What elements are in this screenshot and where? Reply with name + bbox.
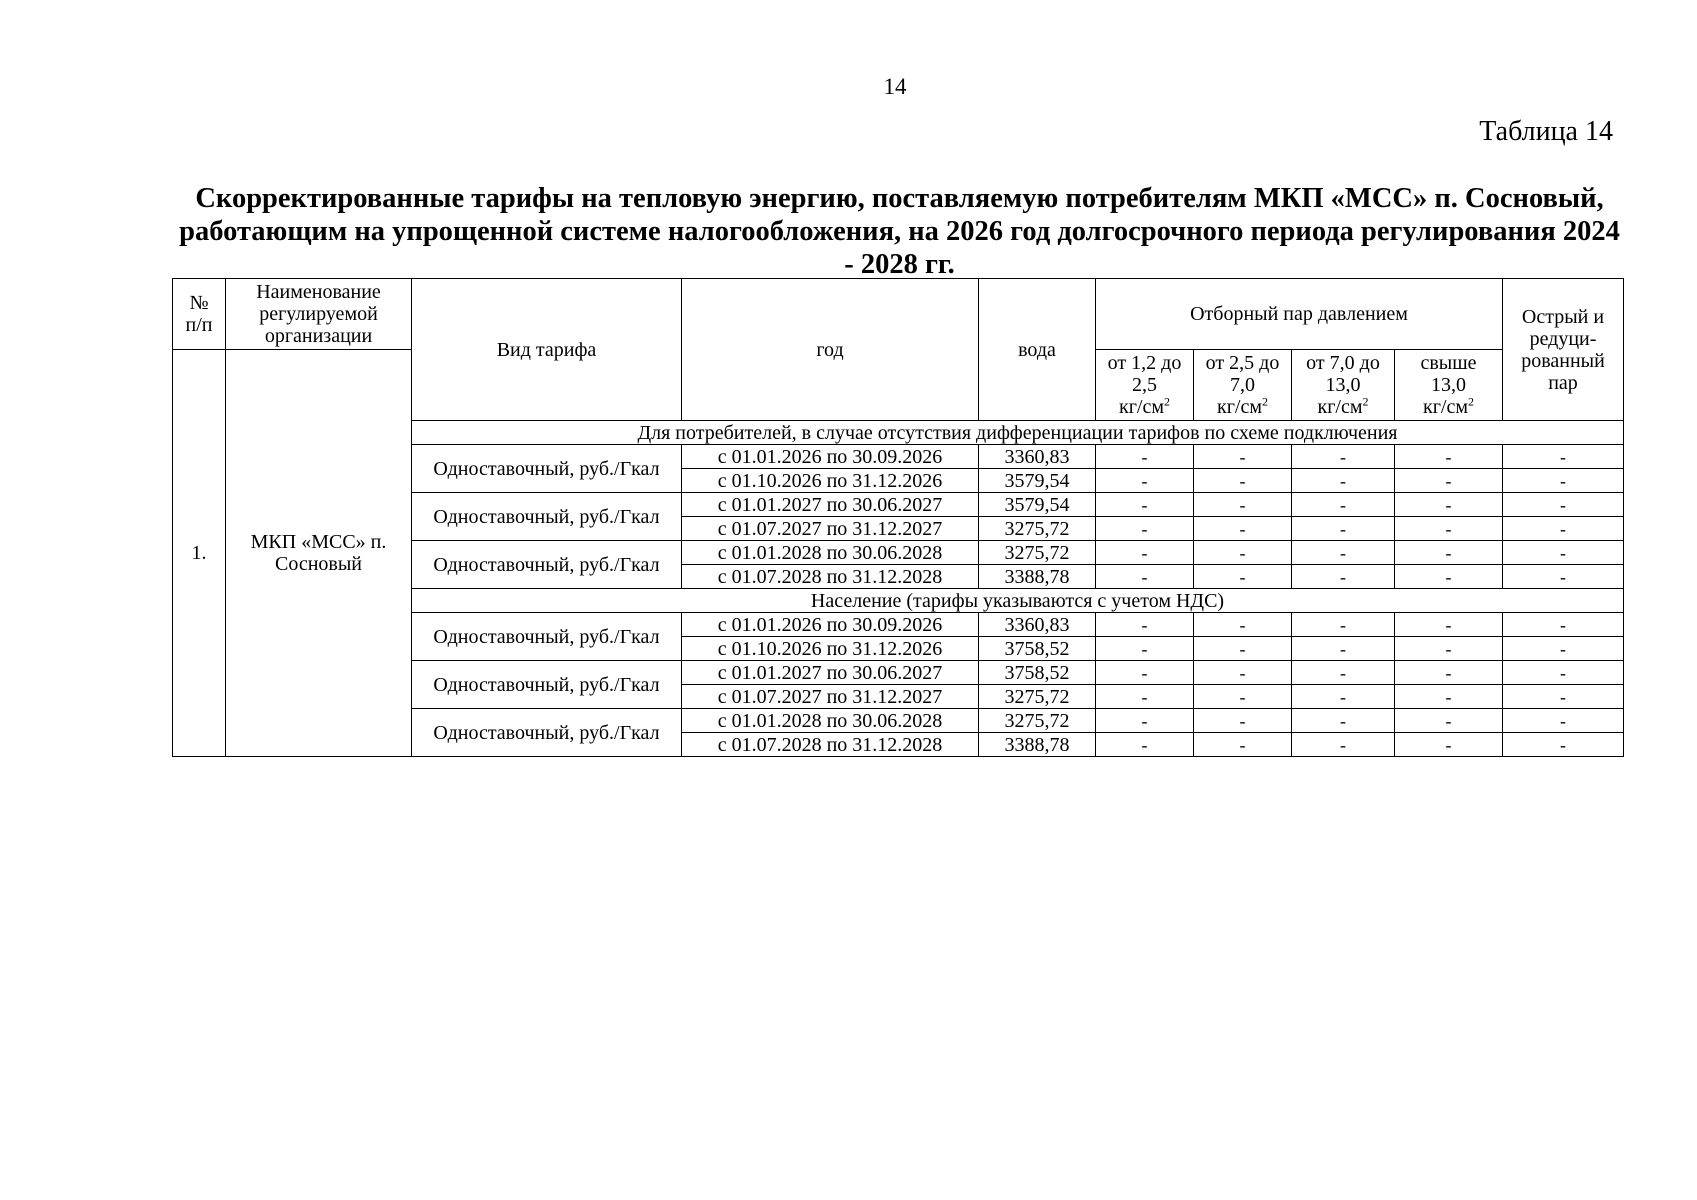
section-title: Для потребителей, в случае отсутствия дифференциации тарифов по схеме подключения	[412, 421, 1624, 445]
period-cell: с 01.07.2028 по 31.12.2028	[682, 733, 979, 757]
empty-value-cell: -	[1292, 445, 1395, 469]
empty-value-cell: -	[1194, 613, 1292, 637]
header-sharp-steam: Острый и редуци-рованный пар	[1503, 279, 1624, 421]
header-pressure-3: от 7,0 до 13,0 $кг/см^2$	[1292, 350, 1395, 421]
empty-value-cell: -	[1292, 709, 1395, 733]
empty-value-cell: -	[1395, 637, 1503, 661]
empty-value-cell: -	[1096, 685, 1194, 709]
empty-value-cell: -	[1096, 517, 1194, 541]
period-cell: с 01.07.2028 по 31.12.2028	[682, 565, 979, 589]
water-value-cell: 3758,52	[979, 637, 1096, 661]
empty-value-cell: -	[1503, 685, 1624, 709]
row-number-cell: 1.	[173, 350, 226, 757]
empty-value-cell: -	[1096, 637, 1194, 661]
empty-value-cell: -	[1503, 661, 1624, 685]
empty-value-cell: -	[1292, 469, 1395, 493]
section-title: Население (тарифы указываются с учетом НДС)	[412, 589, 1624, 613]
empty-value-cell: -	[1292, 517, 1395, 541]
empty-value-cell: -	[1395, 445, 1503, 469]
empty-value-cell: -	[1395, 517, 1503, 541]
header-tariff-type: Вид тарифа	[412, 279, 682, 421]
empty-value-cell: -	[1503, 709, 1624, 733]
water-value-cell: 3275,72	[979, 685, 1096, 709]
empty-value-cell: -	[1194, 685, 1292, 709]
empty-value-cell: -	[1194, 493, 1292, 517]
empty-value-cell: -	[1503, 733, 1624, 757]
header-year: год	[682, 279, 979, 421]
tariff-type-cell: Одноставочный, руб./Гкал	[412, 541, 682, 589]
empty-value-cell: -	[1503, 541, 1624, 565]
empty-value-cell: -	[1292, 637, 1395, 661]
organization-cell: МКП «МСС» п. Сосновый	[226, 350, 412, 757]
period-cell: с 01.10.2026 по 31.12.2026	[682, 637, 979, 661]
water-value-cell: 3360,83	[979, 445, 1096, 469]
empty-value-cell: -	[1096, 709, 1194, 733]
header-organization: Наименование регулируемой организации	[226, 279, 412, 350]
water-value-cell: 3388,78	[979, 733, 1096, 757]
empty-value-cell: -	[1194, 709, 1292, 733]
title-line: Скорректированные тарифы на тепловую энергию, поставляемую потребителям МКП «МСС» п. Сосновый,	[195, 183, 1604, 214]
empty-value-cell: -	[1503, 445, 1624, 469]
header-water: вода	[979, 279, 1096, 421]
empty-value-cell: -	[1395, 685, 1503, 709]
period-cell: с 01.07.2027 по 31.12.2027	[682, 685, 979, 709]
empty-value-cell: -	[1395, 541, 1503, 565]
water-value-cell: 3758,52	[979, 661, 1096, 685]
document-title	[172, 182, 1627, 281]
empty-value-cell: -	[1292, 661, 1395, 685]
title-line: - 2028 гг.	[844, 249, 955, 280]
water-value-cell: 3388,78	[979, 565, 1096, 589]
tariff-type-cell: Одноставочный, руб./Гкал	[412, 493, 682, 541]
empty-value-cell: -	[1096, 445, 1194, 469]
header-pressure-4: свыше 13,0 $кг/см^2$	[1395, 350, 1503, 421]
header-number: № п/п	[173, 279, 226, 350]
empty-value-cell: -	[1395, 709, 1503, 733]
header-pressure-1: от 1,2 до 2,5 $кг/см^2$	[1096, 350, 1194, 421]
empty-value-cell: -	[1194, 565, 1292, 589]
water-value-cell: 3275,72	[979, 517, 1096, 541]
tariff-type-cell: Одноставочный, руб./Гкал	[412, 445, 682, 493]
empty-value-cell: -	[1096, 661, 1194, 685]
empty-value-cell: -	[1194, 517, 1292, 541]
water-value-cell: 3275,72	[979, 709, 1096, 733]
period-cell: с 01.01.2027 по 30.06.2027	[682, 661, 979, 685]
empty-value-cell: -	[1194, 733, 1292, 757]
period-cell: с 01.07.2027 по 31.12.2027	[682, 517, 979, 541]
period-cell: с 01.01.2028 по 30.06.2028	[682, 541, 979, 565]
empty-value-cell: -	[1395, 613, 1503, 637]
empty-value-cell: -	[1096, 565, 1194, 589]
empty-value-cell: -	[1503, 469, 1624, 493]
empty-value-cell: -	[1096, 541, 1194, 565]
empty-value-cell: -	[1395, 469, 1503, 493]
empty-value-cell: -	[1194, 469, 1292, 493]
water-value-cell: 3579,54	[979, 493, 1096, 517]
period-cell: с 01.01.2027 по 30.06.2027	[682, 493, 979, 517]
period-cell: с 01.01.2028 по 30.06.2028	[682, 709, 979, 733]
empty-value-cell: -	[1096, 733, 1194, 757]
empty-value-cell: -	[1395, 733, 1503, 757]
page-number: 14	[883, 74, 907, 99]
empty-value-cell: -	[1292, 685, 1395, 709]
empty-value-cell: -	[1096, 613, 1194, 637]
empty-value-cell: -	[1292, 565, 1395, 589]
water-value-cell: 3360,83	[979, 613, 1096, 637]
tariff-type-cell: Одноставочный, руб./Гкал	[412, 661, 682, 709]
empty-value-cell: -	[1292, 733, 1395, 757]
table-label: Таблица 14	[1479, 116, 1613, 147]
empty-value-cell: -	[1503, 613, 1624, 637]
empty-value-cell: -	[1096, 469, 1194, 493]
water-value-cell: 3275,72	[979, 541, 1096, 565]
period-cell: с 01.01.2026 по 30.09.2026	[682, 613, 979, 637]
empty-value-cell: -	[1395, 493, 1503, 517]
empty-value-cell: -	[1395, 661, 1503, 685]
empty-value-cell: -	[1503, 517, 1624, 541]
tariff-table	[172, 278, 1624, 757]
empty-value-cell: -	[1194, 541, 1292, 565]
tariff-type-cell: Одноставочный, руб./Гкал	[412, 709, 682, 757]
empty-value-cell: -	[1292, 493, 1395, 517]
water-value-cell: 3579,54	[979, 469, 1096, 493]
empty-value-cell: -	[1194, 637, 1292, 661]
empty-value-cell: -	[1096, 493, 1194, 517]
period-cell: с 01.10.2026 по 31.12.2026	[682, 469, 979, 493]
header-selected-steam: Отборный пар давлением	[1096, 279, 1503, 350]
empty-value-cell: -	[1194, 445, 1292, 469]
empty-value-cell: -	[1395, 565, 1503, 589]
header-pressure-2: от 2,5 до 7,0 $кг/см^2$	[1194, 350, 1292, 421]
empty-value-cell: -	[1503, 493, 1624, 517]
empty-value-cell: -	[1194, 661, 1292, 685]
empty-value-cell: -	[1292, 613, 1395, 637]
title-line: работающим на упрощенной системе налогообложения, на 2026 год долгосрочного периода регулирования 2024	[179, 216, 1620, 247]
empty-value-cell: -	[1503, 565, 1624, 589]
empty-value-cell: -	[1292, 541, 1395, 565]
period-cell: с 01.01.2026 по 30.09.2026	[682, 445, 979, 469]
empty-value-cell: -	[1503, 637, 1624, 661]
tariff-type-cell: Одноставочный, руб./Гкал	[412, 613, 682, 661]
